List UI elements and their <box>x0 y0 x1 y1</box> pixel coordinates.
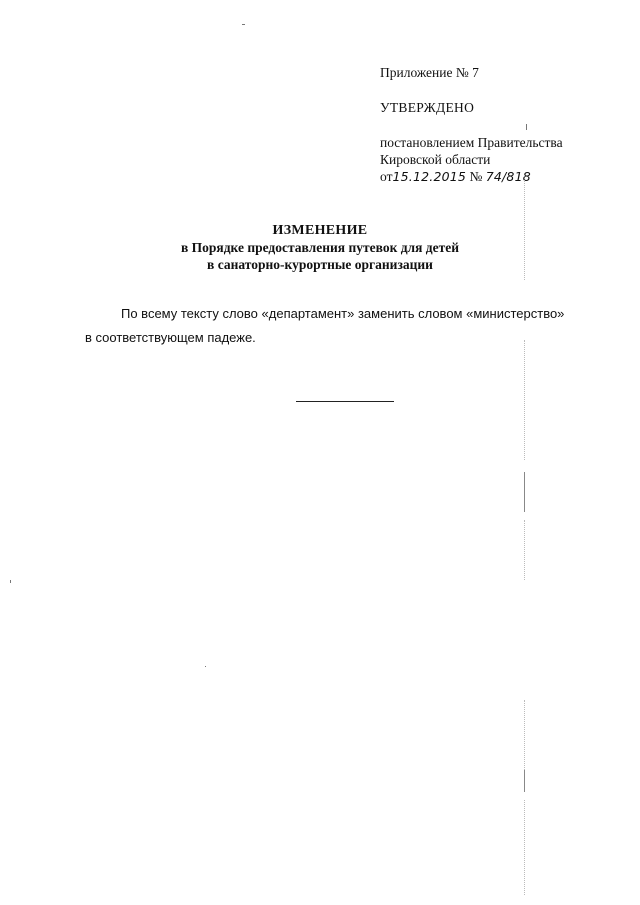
scan-edge-line <box>524 800 526 895</box>
date-prefix: от <box>380 169 393 184</box>
number-prefix: № <box>469 169 483 184</box>
scan-speck <box>242 24 245 25</box>
annex-label: Приложение № 7 <box>380 65 479 80</box>
approval-line-resolution: постановлением Правительства <box>380 135 563 150</box>
approval-line-region: Кировской области <box>380 152 491 167</box>
body-text <box>85 302 590 350</box>
scan-edge-line <box>524 340 526 460</box>
handwritten-number: 74/818 <box>485 169 531 184</box>
document-title: ИЗМЕНЕНИЕ <box>272 223 368 238</box>
body-paragraph-line-2: в соответствующем падеже. <box>85 330 256 345</box>
scan-edge-mark <box>524 770 525 792</box>
scan-edge-line <box>524 180 526 280</box>
document-subtitle-line-1: в Порядке предоставления путевок для детей <box>180 240 460 255</box>
scan-speck <box>205 666 206 667</box>
scan-edge-line <box>524 700 526 770</box>
approved-label: УТВЕРЖДЕНО <box>380 100 475 115</box>
scan-speck <box>10 580 11 583</box>
title-block <box>0 222 640 273</box>
scan-speck <box>526 124 527 130</box>
end-rule-divider <box>296 401 394 402</box>
scan-edge-mark <box>524 472 525 512</box>
approval-date-line <box>380 168 610 185</box>
document-subtitle-line-2: в санаторно-курортные организации <box>207 257 433 272</box>
handwritten-date: 15.12.2015 <box>392 169 467 184</box>
body-paragraph-line-1: По всему тексту слово «департамент» заменить словом «министерство» <box>121 306 565 321</box>
approval-block <box>380 64 610 185</box>
scan-edge-line <box>524 520 526 580</box>
